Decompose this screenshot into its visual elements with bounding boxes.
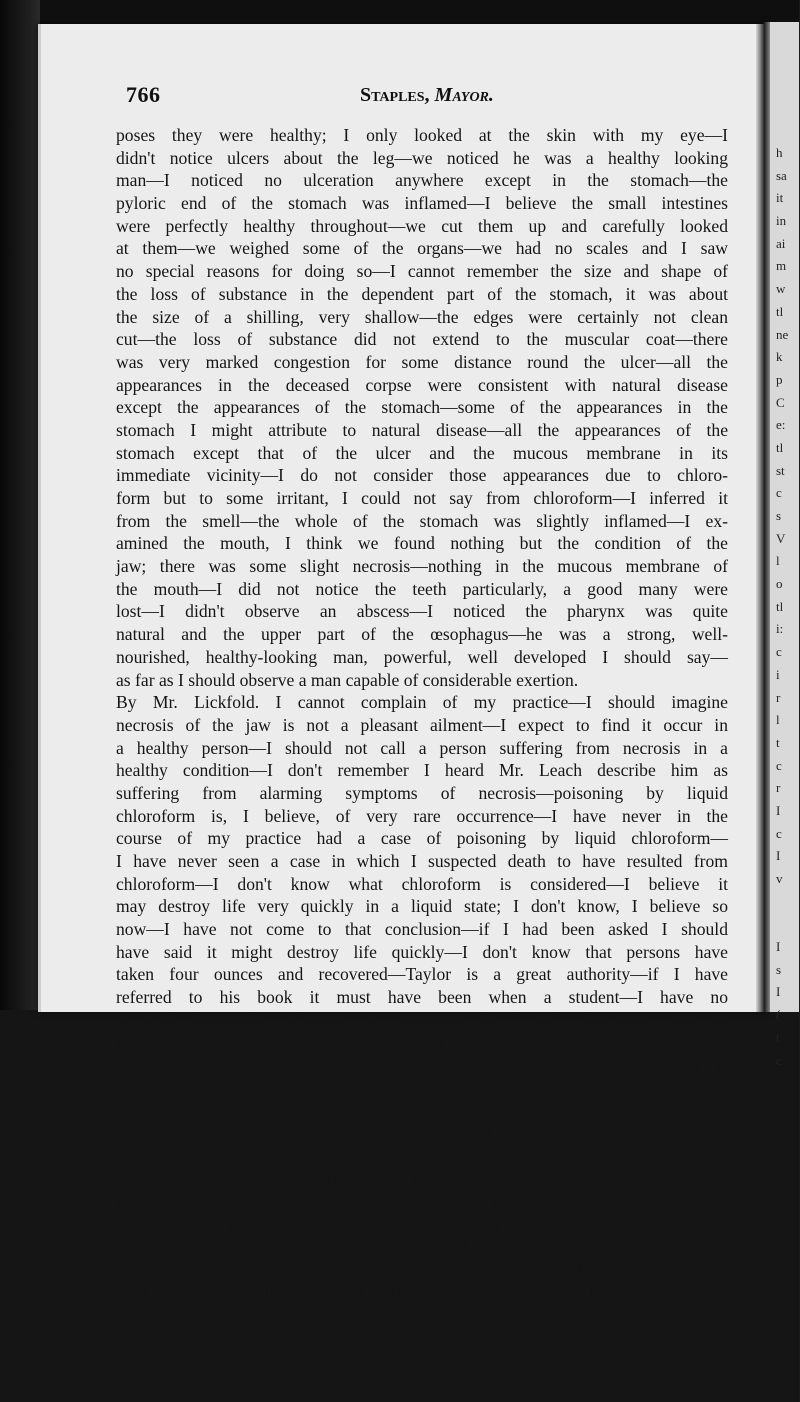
facing-page-fragment: it	[776, 190, 784, 206]
facing-page-fragment: in	[776, 213, 787, 229]
text-line: follow on gastritis; gastritis is ulceration of the stomach—ulceration is	[116, 1055, 728, 1076]
facing-page-fragment: tl	[776, 439, 784, 455]
text-line: 2nd edition, page 163, read to me—I don't know anything about the	[116, 1214, 728, 1234]
text-line: course of my practice had a case of poisoning by liquid chloroform—	[116, 828, 728, 849]
text-line: referred to his book it must have been when a student—I have no	[116, 987, 728, 1008]
facing-page-fragment: i:	[776, 621, 784, 637]
text-line: chloroform—I don't know what chloroform is considered—I believe it	[116, 873, 728, 894]
facing-page-fragment: r	[776, 780, 781, 796]
text-line: By Mr. Lickfold. I cannot complain of my practice—I should imagine	[116, 692, 728, 713]
facing-page-edge	[764, 22, 799, 1068]
facing-page-fragment: ai	[776, 235, 786, 251]
running-head-name: Staples,	[360, 84, 430, 106]
text-line: of the blood alkali—chloral hydrate would not have the slightest smell	[116, 1259, 728, 1280]
facing-page-fragment: sa	[776, 167, 787, 183]
facing-page-fragment: l	[776, 553, 780, 569]
facing-page-fragment: c	[776, 757, 782, 773]
text-line: nourished, healthy-looking man, powerful, well developed I should say—	[116, 646, 728, 667]
text-line: sometimes cause perforation, and perforation sudden death—what I meant	[116, 1100, 728, 1121]
book-gutter	[756, 24, 764, 1012]
facing-page-fragment: k	[776, 349, 783, 365]
facing-page-fragment: V	[776, 530, 786, 546]
facing-page-fragment: I	[776, 984, 781, 1000]
text-line: the loss of substance in the dependent part of the stomach, it was about	[116, 283, 728, 304]
text-line: healthy condition—I don't remember I heard Mr. Leach describe him as	[116, 760, 728, 781]
text-line: pyloric end of the stomach was inflamed—I believe the small intestines	[116, 193, 728, 214]
text-line: except the appearances of the stomach—some of the appearances in the	[116, 397, 728, 418]
facing-page-fragment: w	[776, 281, 786, 297]
page-header	[88, 82, 728, 110]
facing-page-fragment: h	[776, 145, 783, 160]
text-line: immediate vicinity—I do not consider those appearances due to chloro-	[116, 465, 728, 486]
facing-page-fragment: ne	[776, 326, 789, 342]
facing-page-fragment: I	[776, 939, 781, 955]
text-line: no special reasons for doing so—I cannot remember the size and shape of	[116, 261, 728, 282]
text-line: cut—the loss of substance did not extend to the muscular coat—there	[116, 329, 728, 350]
facing-page-fragment: I	[776, 848, 781, 864]
text-line: appearances in the deceased corpse were consistent with natural disease	[116, 374, 728, 395]
text-line: was that signs of acute inflammation might pass off—signs of acute	[116, 1123, 728, 1144]
text-line: was very marked congestion for some distance round the ulcer—all the	[116, 351, 728, 372]
facing-page-fragment: tl	[776, 303, 784, 319]
facing-page-fragment: I	[776, 802, 781, 818]
text-line: necrosis of the jaw is not a pleasant ailment—I expect to find it occur in	[116, 714, 728, 735]
text-line: the mouth—I did not notice the teeth particularly, a good many were	[116, 578, 728, 599]
text-line: were perfectly healthy throughout—we cut them up and carefully looked	[116, 215, 728, 236]
facing-page-fragment: c	[776, 1052, 782, 1068]
text-line: at them—we weighed some of the organs—we had no scales and I saw	[116, 238, 728, 259]
text-line: have said it might destroy life quickly—I don't know that persons have	[116, 941, 728, 962]
text-line: personal knowledge whatever of poisoning by liquid chloroform, nor of	[116, 1009, 728, 1030]
text-line: theory that chloral hydrate may be turned into chloroform by the action	[116, 1236, 728, 1257]
text-line: which could not be distinguished from a chronic process—it could not	[116, 1168, 728, 1189]
body-text	[116, 124, 728, 1304]
facing-page-fragment: c	[776, 485, 782, 501]
text-line: from the smell—the whole of the stomach was slightly inflamed—I ex-	[116, 510, 728, 531]
text-line: the symptoms it produces—ulceration of the stomach does not commonly	[116, 1032, 728, 1053]
facing-page-fragment: v	[776, 871, 783, 886]
facing-page-shadow	[764, 22, 770, 1012]
text-line: pass off after death—I quite agree with passage, Taylor on Poisons,	[116, 1191, 728, 1212]
facing-page-fragment: t	[776, 734, 780, 750]
facing-page-fragment: o	[776, 576, 783, 592]
facing-page-fragment: e:	[776, 417, 786, 433]
facing-page-fragment: r	[776, 689, 781, 705]
running-head	[360, 84, 494, 107]
text-line: jaw; there was some slight necrosis—nothing in the mucous membrane of	[116, 556, 728, 577]
facing-page-fragment	[776, 911, 800, 934]
text-line: as far as I should observe a man capable of considerable exertion.	[116, 669, 579, 690]
text-line: taken four ounces and recovered—Taylor is a great authority—if I have	[116, 964, 728, 985]
text-line: a healthy person—I should not call a person suffering from necrosis in a	[116, 737, 728, 758]
facing-page-fragment	[776, 889, 800, 912]
text-line: natural and the upper part of the œsophagus—he was a strong, well-	[116, 624, 728, 645]
text-line: chloroform is, I believe, of very rare occurrence—I have never in the	[116, 805, 728, 826]
facing-page-fragment: m	[776, 258, 787, 274]
text-line: of chloroform—if in the stomach, I don't know—I don't remember having	[116, 1282, 637, 1303]
facing-page-fragment: tl	[776, 598, 784, 614]
facing-page-fragment: (	[776, 1007, 781, 1023]
running-head-title: Mayor.	[434, 84, 494, 106]
text-line: lost—I didn't observe an abscess—I noticed the pharynx was quite	[116, 601, 728, 622]
text-line: stomach except that of the ulcer and the mucous membrane in its	[116, 442, 728, 463]
text-line: may destroy life very quickly in a liquid state; I don't know, I believe so	[116, 896, 728, 917]
text-line: I have never seen a case in which I suspected death to have resulted from	[116, 851, 728, 871]
facing-page-fragment: c	[776, 825, 782, 841]
page-number: 766	[126, 82, 161, 107]
text-line: the size of a shilling, very shallow—the edges were certainly not clean	[116, 306, 728, 327]
facing-page-fragment: i	[776, 666, 780, 682]
text-line: suffering from alarming symptoms of necrosis—poisoning by liquid	[116, 782, 728, 803]
text-line: stomach I might attribute to natural disease—all the appearances of the	[116, 419, 728, 440]
text-line: one of the manifestations of gastritis—ulceration of the stomach will	[116, 1077, 728, 1098]
text-line: form but to some irritant, I could not say from chloroform—I inferred it	[116, 488, 728, 508]
facing-page-fragment: st	[776, 462, 785, 478]
text-line: didn't notice ulcers about the leg—we noticed he was a healthy looking	[116, 147, 728, 168]
facing-page-fragment: t	[776, 1029, 780, 1045]
text-line: inflammation of the stomach might pass off completely or leave only signs	[116, 1145, 728, 1166]
text-line: man—I noticed no ulceration anywhere except in the stomach—the	[116, 170, 728, 191]
text-line: poses they were healthy; I only looked at the skin with my eye—I	[116, 125, 728, 145]
facing-page-fragment: p	[776, 371, 783, 387]
facing-page-fragment: l	[776, 712, 780, 728]
text-line: now—I have not come to that conclusion—if I had been asked I should	[116, 919, 728, 940]
facing-page-fragment: s	[776, 508, 782, 523]
text-line: amined the mouth, I think we found nothing but the condition of the	[116, 533, 728, 554]
facing-page-fragment: s	[776, 961, 782, 977]
facing-page-fragment: c	[776, 644, 782, 660]
facing-page-fragment: C	[776, 394, 785, 410]
facing-page-fragments	[776, 140, 800, 1070]
